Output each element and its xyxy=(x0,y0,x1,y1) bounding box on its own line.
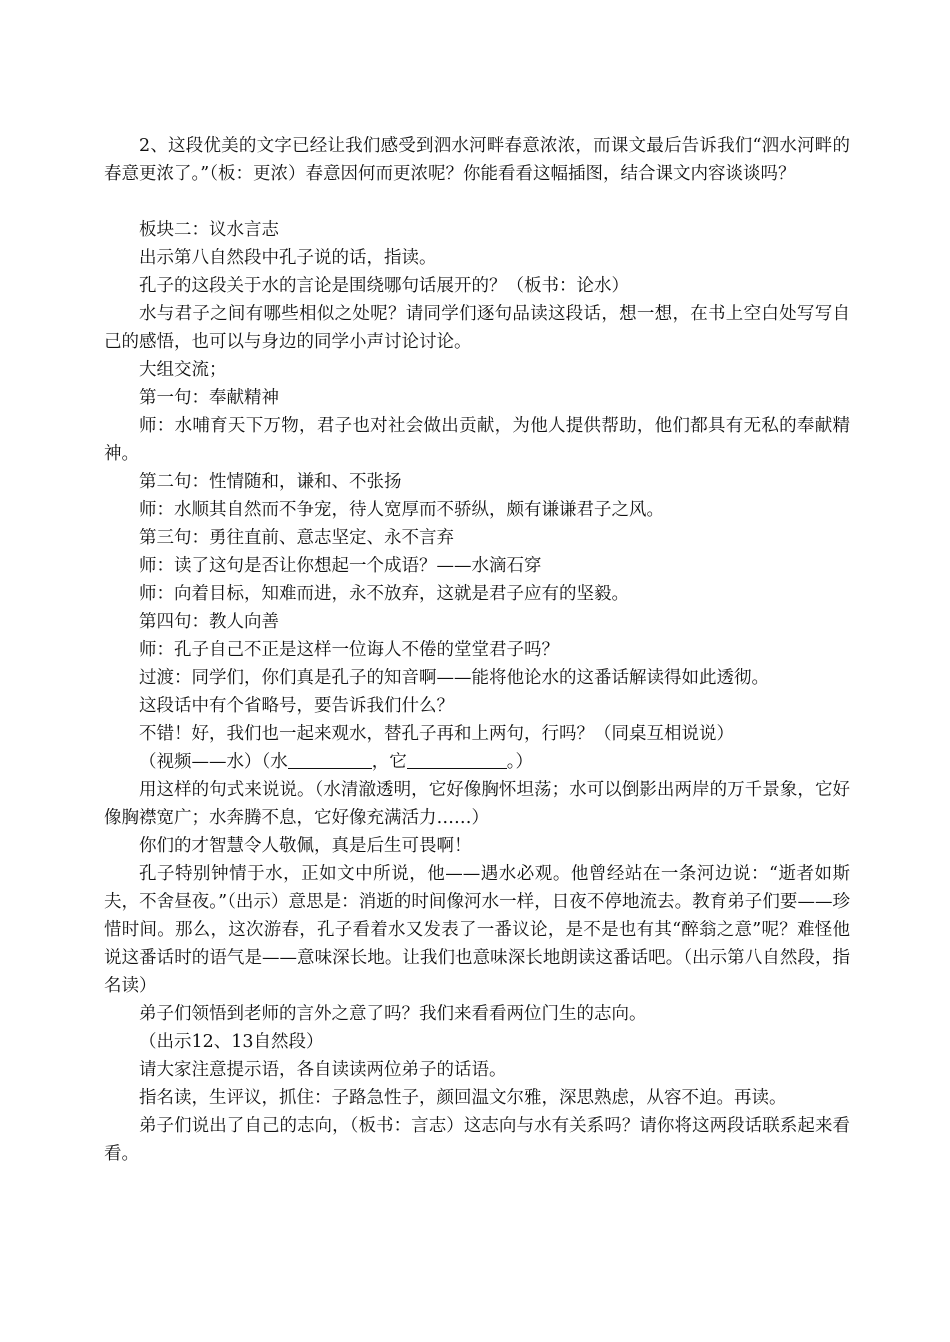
paragraph: 第二句：性情随和，谦和、不张扬 xyxy=(139,472,402,492)
paragraph: 师：孔子自己不正是这样一位诲人不倦的堂堂君子吗？ xyxy=(139,640,559,660)
paragraph: 第四句：教人向善 xyxy=(139,612,279,632)
fill-text-2: ，它 xyxy=(371,752,407,772)
paragraph: 用这样的句式来说说。（水清澈透明，它好像胸怀坦荡；水可以倒影出两岸的万千景象，它好像胸襟宽广；水奔腾不息，它好像充满活力……） xyxy=(104,780,850,828)
paragraph: 第三句：勇往直前、意志坚定、永不言弃 xyxy=(139,528,454,548)
paragraph: 不错！好，我们也一起来观水，替孔子再和上两句，行吗？（同桌互相说说） xyxy=(139,724,734,744)
paragraph: 过渡：同学们，你们真是孔子的知音啊——能将他论水的这番话解读得如此透彻。 xyxy=(139,668,769,688)
fill-blank-2 xyxy=(407,750,507,769)
paragraph: 这段话中有个省略号，要告诉我们什么？ xyxy=(139,696,454,716)
blank-line xyxy=(104,188,850,216)
fill-in-line xyxy=(104,748,850,776)
paragraph: 水与君子之间有哪些相似之处呢？请同学们逐句品读这段话，想一想，在书上空白处写写自己的感悟，也可以与身边的同学小声讨论讨论。 xyxy=(104,304,850,352)
paragraph: 2、这段优美的文字已经让我们感受到泗水河畔春意浓浓，而课文最后告诉我们“泗水河畔的春意更浓了。”（板：更浓）春意因何而更浓呢？你能看看这幅插图，结合课文内容谈谈吗？ xyxy=(104,136,850,184)
paragraph: 孔子特别钟情于水，正如文中所说，他——遇水必观。他曾经站在一条河边说：“逝者如斯夫，不舍昼夜。”（出示）意思是：消逝的时间像河水一样，日夜不停地流去。教育弟子们要——珍惜时间。那么，这次游春，孔子看着水又发表了一番议论，是不是也有其“醉翁之意”呢？难怪他说这番话时的语气是——意味深长地。让我们也意味深长地朗读这番话吧。（出示第八自然段，指名读） xyxy=(104,864,850,996)
paragraph: 大组交流； xyxy=(139,360,227,380)
paragraph: 请大家注意提示语，各自读读两位弟子的话语。 xyxy=(139,1060,507,1080)
paragraph: 弟子们说出了自己的志向，（板书：言志）这志向与水有关系吗？请你将这两段话联系起来看看。 xyxy=(104,1116,850,1164)
paragraph: 师：向着目标，知难而进，永不放弃，这就是君子应有的坚毅。 xyxy=(139,584,629,604)
fill-blank-1 xyxy=(288,750,372,769)
document-body xyxy=(104,132,850,1168)
fill-text-3: 。） xyxy=(506,752,533,772)
paragraph: 弟子们领悟到老师的言外之意了吗？我们来看看两位门生的志向。 xyxy=(139,1004,647,1024)
paragraph: 出示第八自然段中孔子说的话，指读。 xyxy=(139,248,437,268)
paragraph: 师：水哺育天下万物，君子也对社会做出贡献，为他人提供帮助，他们都具有无私的奉献精神。 xyxy=(104,416,850,464)
paragraph: （出示12、13自然段） xyxy=(139,1032,324,1052)
paragraph: 指名读，生评议，抓住：子路急性子，颜回温文尔雅，深思熟虑，从容不迫。再读。 xyxy=(139,1088,787,1108)
paragraph: 师：读了这句是否让你想起一个成语？——水滴石穿 xyxy=(139,556,542,576)
paragraph: 孔子的这段关于水的言论是围绕哪句话展开的？（板书：论水） xyxy=(139,276,629,296)
paragraph: 你们的才智慧令人敬佩，真是后生可畏啊！ xyxy=(139,836,472,856)
paragraph: 第一句：奉献精神 xyxy=(139,388,279,408)
fill-text-1: （视频——水）（水 xyxy=(139,752,288,772)
paragraph: 师：水顺其自然而不争宠，待人宽厚而不骄纵，颇有谦谦君子之风。 xyxy=(139,500,664,520)
section-heading: 板块二：议水言志 xyxy=(139,220,279,240)
